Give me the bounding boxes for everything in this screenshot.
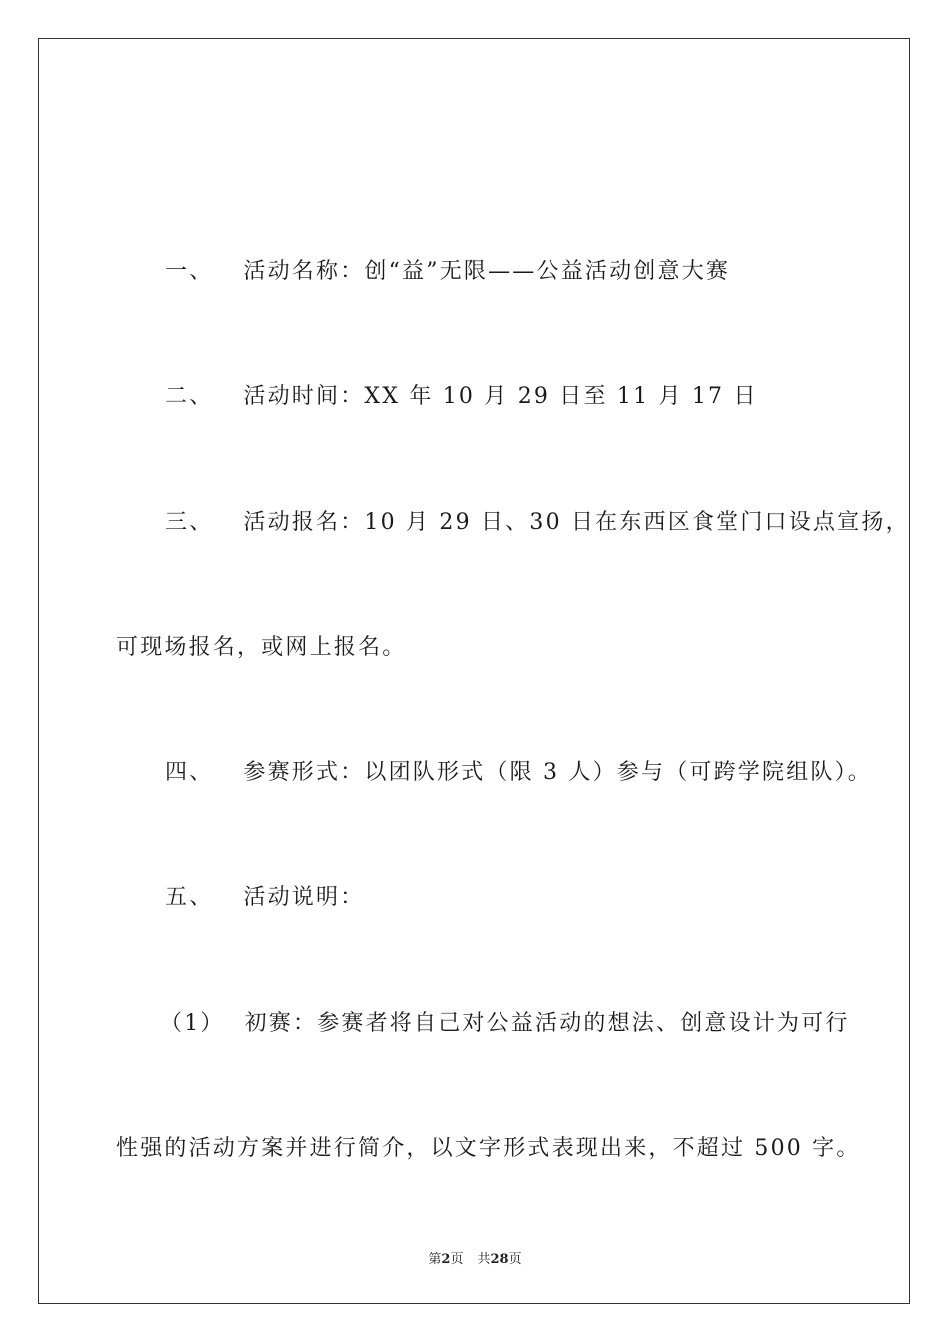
paragraph-6-marker: （1）	[160, 1011, 225, 1036]
paragraph-6-text: 初赛：参赛者将自己对公益活动的想法、创意设计为可行	[244, 1011, 850, 1036]
paragraph-3-marker: 三、	[165, 510, 214, 535]
paragraph-5	[165, 883, 364, 913]
footer-page-suffix: 页	[450, 1252, 464, 1267]
footer-page-number: 2	[441, 1252, 451, 1267]
footer-total-suffix: 页	[508, 1252, 522, 1267]
footer-total-prefix: 共	[477, 1252, 491, 1267]
paragraph-2-marker: 二、	[165, 384, 214, 409]
paragraph-3	[165, 508, 910, 538]
paragraph-2	[165, 382, 758, 412]
paragraph-1	[165, 257, 730, 287]
paragraph-4-marker: 四、	[165, 760, 214, 785]
paragraph-2-text: 活动时间：XX 年 10 月 29 日至 11 月 17 日	[243, 384, 758, 409]
paragraph-5-marker: 五、	[165, 885, 214, 910]
paragraph-4	[165, 758, 872, 788]
paragraph-4-text: 参赛形式：以团队形式（限 3 人）参与（可跨学院组队）。	[243, 760, 872, 785]
paragraph-3-text: 活动报名：10 月 29 日、30 日在东西区食堂门口设点宣扬，	[243, 510, 910, 535]
page-frame	[38, 38, 910, 1304]
paragraph-6	[160, 1009, 850, 1039]
paragraph-1-marker: 一、	[165, 259, 214, 284]
paragraph-1-text: 活动名称：创“益”无限——公益活动创意大赛	[243, 259, 731, 284]
paragraph-6-continuation-text: 性强的活动方案并进行简介，以文字形式表现出来，不超过 500 字。	[116, 1136, 861, 1161]
footer-page-prefix: 第	[428, 1252, 442, 1267]
paragraph-6-continuation	[116, 1134, 861, 1164]
paragraph-5-text: 活动说明：	[243, 885, 365, 910]
paragraph-3-continuation	[116, 633, 406, 663]
paragraph-3-continuation-text: 可现场报名，或网上报名。	[116, 635, 407, 660]
page-footer	[0, 1248, 950, 1267]
footer-total-pages: 28	[490, 1252, 509, 1267]
